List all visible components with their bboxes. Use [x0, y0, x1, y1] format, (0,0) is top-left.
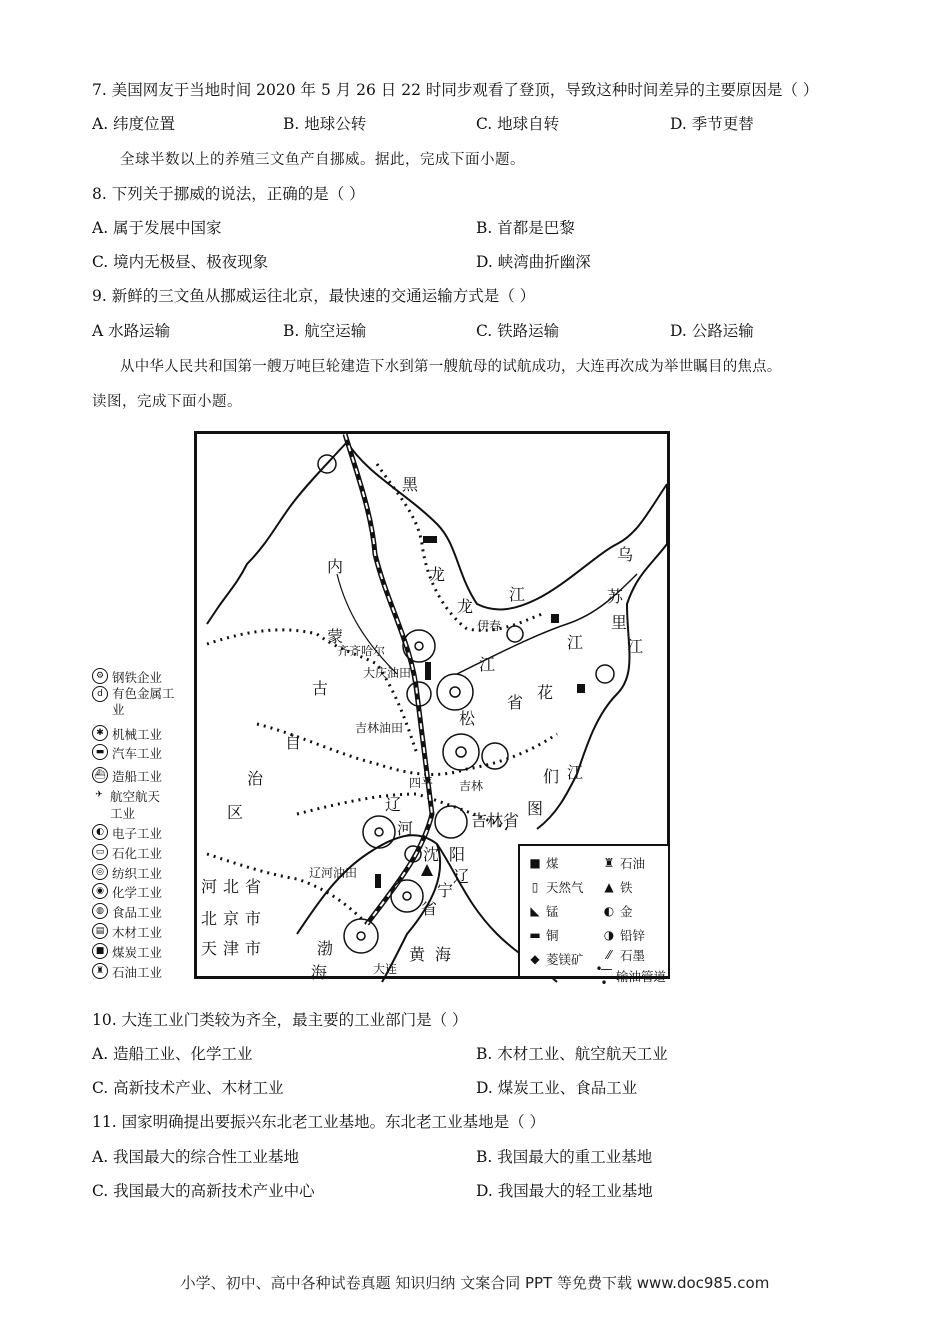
legend-auto: ▬ 汽车工业 — [92, 744, 162, 762]
legend-petroleum: ♜ 石油 — [603, 856, 646, 871]
legend-gold: ◐ 金 — [603, 904, 633, 919]
coal-square-icon: ■ — [529, 856, 541, 870]
legend-coal: ■ 煤炭工业 — [92, 943, 162, 961]
question-11-option-d[interactable]: D. 我国最大的轻工业基地 — [476, 1182, 653, 1200]
label-gu: 古 — [312, 679, 329, 698]
question-10-option-b[interactable]: B. 木材工业、航空航天工业 — [476, 1045, 668, 1063]
chemical-icon: ◉ — [92, 883, 108, 899]
label-jilin-province: 吉林省 — [471, 811, 520, 830]
intro-read-map: 读图，完成下面小题。 — [92, 394, 242, 410]
magnesite-icon: ◆ — [530, 952, 540, 966]
question-10-option-a[interactable]: A. 造船工业、化学工业 — [92, 1045, 253, 1063]
label-nei: 内 — [327, 557, 344, 576]
label-huang: 黄 — [409, 945, 426, 964]
city-qiqihar: 齐齐哈尔 — [337, 644, 386, 658]
question-8-stem: 8. 下列关于挪威的说法，正确的是（ ） — [92, 185, 365, 203]
graphite-icon: ⁄⁄ — [606, 948, 611, 962]
label-sheng-hlj: 省 — [507, 693, 524, 712]
legend-machinery: ✱ 机械工业 — [92, 725, 162, 743]
airplane-icon: ✈ — [95, 790, 103, 800]
question-8-option-b[interactable]: B. 首都是巴黎 — [476, 219, 575, 237]
label-su: 苏 — [607, 587, 624, 606]
label-qu: 区 — [227, 803, 244, 822]
label-zi: 自 — [285, 733, 302, 752]
food-icon: ◍ — [92, 903, 108, 919]
city-siping: 四平 — [409, 776, 434, 790]
city-liaohe-oilfield: 辽河油田 — [309, 866, 358, 880]
label-li: 里 — [611, 613, 628, 632]
question-11-option-b[interactable]: B. 我国最大的重工业基地 — [476, 1148, 653, 1166]
legend-textile: ◎ 纺织工业 — [92, 864, 162, 882]
label-hai-bohai: 海 — [311, 963, 328, 982]
intro-dalian: 从中华人民共和国第一艘万吨巨轮建造下水到第一艘航母的试航成功，大连再次成为举世瞩目的焦点。 — [120, 359, 782, 375]
label-wu: 乌 — [617, 545, 634, 564]
label-beijing: 北京市 — [201, 909, 268, 928]
label-liao-2: 辽 — [453, 867, 470, 886]
label-meng: 蒙 — [327, 627, 344, 646]
question-7-option-d[interactable]: D. 季节更替 — [670, 115, 754, 133]
legend-steel: ⚙ 钢铁企业 — [92, 668, 162, 686]
legend-timber: ▤ 木材工业 — [92, 923, 162, 941]
legend-electronics: ◐ 电子工业 — [92, 824, 162, 842]
city-jilin-oilfield: 吉林油田 — [355, 721, 404, 735]
legend-petrochemical: ▭ 石化工业 — [92, 844, 162, 862]
question-9-option-d[interactable]: D. 公路运输 — [670, 322, 754, 340]
intro-norway: 全球半数以上的养殖三文鱼产自挪威。据此，完成下面小题。 — [120, 152, 525, 168]
legend-coal-resource: ■ 煤 — [529, 856, 559, 871]
legend-nonferrous: d 有色金属工业 — [92, 686, 187, 718]
question-11-stem: 11. 国家明确提出要振兴东北老工业基地。东北老工业基地是（ ） — [92, 1113, 546, 1131]
iron-triangle-icon: ▲ — [604, 880, 614, 894]
label-long: 龙 — [457, 597, 474, 616]
label-jiang-1: 江 — [509, 585, 526, 604]
label-tu: 图 — [527, 799, 544, 818]
question-9-option-a[interactable]: A 水路运输 — [92, 322, 171, 340]
label-hua: 花 — [537, 683, 554, 702]
label-hai-huanghai: 海 — [435, 945, 452, 964]
legend-aerospace: ✈ 航空航天工业 — [92, 788, 170, 822]
lead-zinc-icon: ◑ — [603, 928, 615, 942]
label-hebei: 河北省 — [201, 877, 268, 896]
question-7-option-a[interactable]: A. 纬度位置 — [92, 115, 176, 133]
question-8-option-a[interactable]: A. 属于发展中国家 — [92, 219, 222, 237]
oil-icon: ♜ — [92, 963, 108, 979]
city-yichun: 伊春 — [477, 619, 502, 633]
car-icon: ▬ — [92, 744, 108, 760]
question-10-stem: 10. 大连工业门类较为齐全，最主要的工业部门是（ ） — [92, 1011, 468, 1029]
legend-copper: ▬ 铜 — [529, 928, 559, 943]
label-jiang-songhua: 江 — [567, 633, 584, 652]
legend-oil: ♜ 石油工业 — [92, 963, 162, 981]
copper-icon: ▬ — [529, 928, 541, 942]
question-9-option-b[interactable]: B. 航空运输 — [283, 322, 367, 340]
page-footer: 小学、初中、高中各种试卷真题 知识归纳 文案合同 PPT 等免费下载 www.doc985.com — [180, 1274, 770, 1292]
oil-derrick-icon: ♜ — [603, 856, 615, 870]
pipeline-icon: •—• — [595, 962, 611, 990]
question-7-stem: 7. 美国网友于当地时间 2020 年 5 月 26 日 22 时同步观看了登顶，导致这种时间差异的主要原因是（ ） — [92, 81, 819, 99]
gold-icon: ◐ — [603, 904, 615, 918]
legend-natural-gas: ▯ 天然气 — [528, 878, 584, 896]
resource-legend — [518, 844, 670, 990]
city-dalian: 大连 — [373, 962, 398, 976]
label-shen: 沈 — [423, 845, 440, 864]
legend-chemical: ◉ 化学工业 — [92, 883, 162, 901]
question-8-option-d[interactable]: D. 峡湾曲折幽深 — [476, 253, 591, 271]
legend-iron: ▲ 铁 — [602, 878, 633, 896]
label-jiang-wusuli: 江 — [627, 637, 644, 656]
legend-food: ◍ 食品工业 — [92, 903, 162, 921]
question-9-stem: 9. 新鲜的三文鱼从挪威运往北京，最快速的交通运输方式是（ ） — [92, 287, 536, 305]
label-liao: 辽 — [385, 795, 402, 814]
legend-graphite: ⁄⁄ 石墨 — [602, 946, 645, 964]
label-hei: 黑 — [402, 475, 419, 494]
legend-manganese: ◣ 锰 — [528, 902, 559, 920]
question-7-option-c[interactable]: C. 地球自转 — [476, 115, 560, 133]
label-he: 河 — [397, 819, 414, 838]
label-jiang-2: 江 — [479, 655, 496, 674]
ship-icon: ⛴ — [92, 767, 108, 783]
gas-tower-icon: ▯ — [531, 880, 539, 894]
question-11-option-a[interactable]: A. 我国最大的综合性工业基地 — [92, 1148, 300, 1166]
label-zhi: 治 — [247, 769, 264, 788]
label-tianjin: 天津市 — [201, 939, 268, 958]
question-10-option-c[interactable]: C. 高新技术产业、木材工业 — [92, 1079, 284, 1097]
question-9-option-c[interactable]: C. 铁路运输 — [476, 322, 560, 340]
question-8-option-c[interactable]: C. 境内无极昼、极夜现象 — [92, 253, 269, 271]
label-song: 松 — [459, 709, 476, 728]
coal-icon: ■ — [92, 943, 108, 959]
city-daqing-oilfield: 大庆油田 — [363, 666, 412, 680]
label-bo: 渤 — [317, 939, 334, 958]
manganese-icon: ◣ — [530, 904, 540, 918]
label-heilongjiang-long: 龙 — [429, 565, 446, 584]
city-jilin: 吉林 — [459, 779, 484, 793]
legend-shipbuilding: ⛴ 造船工业 — [92, 767, 162, 785]
northeast-industry-map — [194, 431, 670, 990]
label-men: 们 — [543, 767, 560, 786]
machinery-icon: ✱ — [92, 725, 108, 741]
label-ning: 宁 — [437, 881, 454, 900]
nonferrous-icon: d — [92, 686, 108, 702]
textile-icon: ◎ — [92, 864, 108, 880]
question-11-option-c[interactable]: C. 我国最大的高新技术产业中心 — [92, 1182, 315, 1200]
label-sheng-ln: 省 — [421, 899, 438, 918]
question-7-option-b[interactable]: B. 地球公转 — [283, 115, 367, 133]
legend-magnesite: ◆ 菱镁矿 — [528, 950, 584, 968]
steel-icon: ⚙ — [92, 668, 108, 684]
legend-oil-pipeline: •—• 输油管道 — [595, 962, 667, 990]
question-10-option-d[interactable]: D. 煤炭工业、食品工业 — [476, 1079, 638, 1097]
petrochemical-icon: ▭ — [92, 844, 108, 860]
timber-icon: ▤ — [92, 923, 108, 939]
electronics-icon: ◐ — [92, 824, 108, 840]
legend-lead-zinc: ◑ 铅锌 — [603, 928, 646, 943]
label-yang: 阳 — [449, 845, 466, 864]
label-jiang-tumen: 江 — [567, 763, 584, 782]
